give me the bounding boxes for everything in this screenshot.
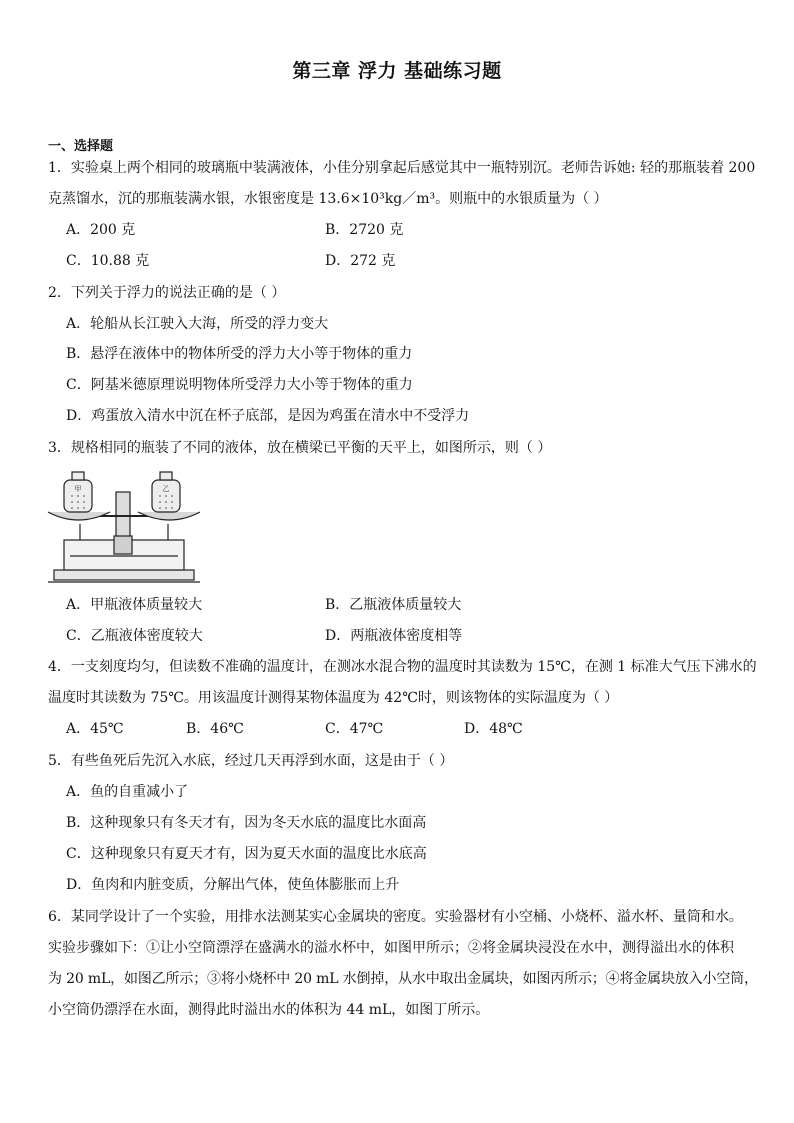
question-4-line-2: 温度时其读数为 75℃。用该温度计测得某物体温度为 42℃时，则该物体的实际温度为（ ） <box>48 690 619 706</box>
question-2-option-d: D．鸡蛋放入清水中沉在杯子底部，是因为鸡蛋在清水中不受浮力 <box>66 408 470 424</box>
question-3-option-d: D．两瓶液体密度相等 <box>325 628 463 644</box>
question-1-option-a: A．200 克 <box>66 222 136 238</box>
question-4-option-a: A．45℃ <box>66 721 124 737</box>
question-6-line-3: 为 20 mL，如图乙所示；③将小烧杯中 20 mL 水倒掉，从水中取出金属块，如图丙所示；④将金属块放入小空筒， <box>48 971 758 987</box>
question-3-option-b: B．乙瓶液体质量较大 <box>325 597 462 613</box>
question-1-option-b: B．2720 克 <box>325 222 404 238</box>
question-5-option-a: A．鱼的自重减小了 <box>66 784 189 800</box>
question-1-line-2: 克蒸馏水，沉的那瓶装满水银，水银密度是 13.6×10³kg／m³。则瓶中的水银质量为（ ） <box>48 191 608 207</box>
question-6-line-2: 实验步骤如下：①让小空筒漂浮在盛满水的溢水杯中，如图甲所示；②将金属块浸没在水中，测得溢出水的体积 <box>48 940 734 956</box>
section-heading: 一、选择题 <box>48 139 114 154</box>
question-5-stem: 5．有些鱼死后先沉入水底，经过几天再浮到水面，这是由于（ ） <box>48 753 454 769</box>
question-1-option-c: C．10.88 克 <box>66 253 150 269</box>
question-3-stem: 3．规格相同的瓶装了不同的液体，放在横梁已平衡的天平上，如图所示，则（ ） <box>48 440 552 456</box>
question-5-option-d: D．鱼肉和内脏变质，分解出气体，使鱼体膨胀而上升 <box>66 877 400 893</box>
question-1-option-d: D．272 克 <box>325 253 396 269</box>
question-3-option-c: C．乙瓶液体密度较大 <box>66 628 203 644</box>
question-4-option-d: D．48℃ <box>464 721 523 737</box>
figure-label-left: 甲 <box>74 485 82 493</box>
question-2-option-b: B．悬浮在液体中的物体所受的浮力大小等于物体的重力 <box>66 346 413 362</box>
figure-label-right: 乙 <box>162 485 170 493</box>
question-4-option-c: C．47℃ <box>325 721 384 737</box>
question-6-line-4: 小空筒仍漂浮在水面，测得此时溢出水的体积为 44 mL，如图丁所示。 <box>48 1002 490 1018</box>
question-4-line-1: 4．一支刻度均匀，但读数不准确的温度计，在测冰水混合物的温度时其读数为 15℃，在测 1 标准大气压下沸水的 <box>48 659 757 675</box>
question-2-option-a: A．轮船从长江驶入大海，所受的浮力变大 <box>66 316 329 332</box>
question-2-option-c: C．阿基米德原理说明物体所受浮力大小等于物体的重力 <box>66 377 413 393</box>
question-1-line-1: 1．实验桌上两个相同的玻璃瓶中装满液体，小佳分别拿起后感觉其中一瓶特别沉。老师告诉她: 轻的那瓶装着 200 <box>48 160 756 176</box>
question-5-option-b: B．这种现象只有冬天才有，因为冬天水底的温度比水面高 <box>66 815 427 831</box>
question-3-option-a: A．甲瓶液体质量较大 <box>66 597 203 613</box>
question-6-line-1: 6．某同学设计了一个实验，用排水法测某实心金属块的密度。实验器材有小空桶、小烧杯、溢水杯、量筒和水。 <box>48 909 743 925</box>
question-5-option-c: C．这种现象只有夏天才有，因为夏天水面的温度比水底高 <box>66 846 427 862</box>
page-title: 第三章 浮力 基础练习题 <box>292 60 502 82</box>
question-2-stem: 2．下列关于浮力的说法正确的是（ ） <box>48 285 286 301</box>
question-4-option-b: B．46℃ <box>186 721 244 737</box>
balance-scale-figure <box>44 466 204 588</box>
